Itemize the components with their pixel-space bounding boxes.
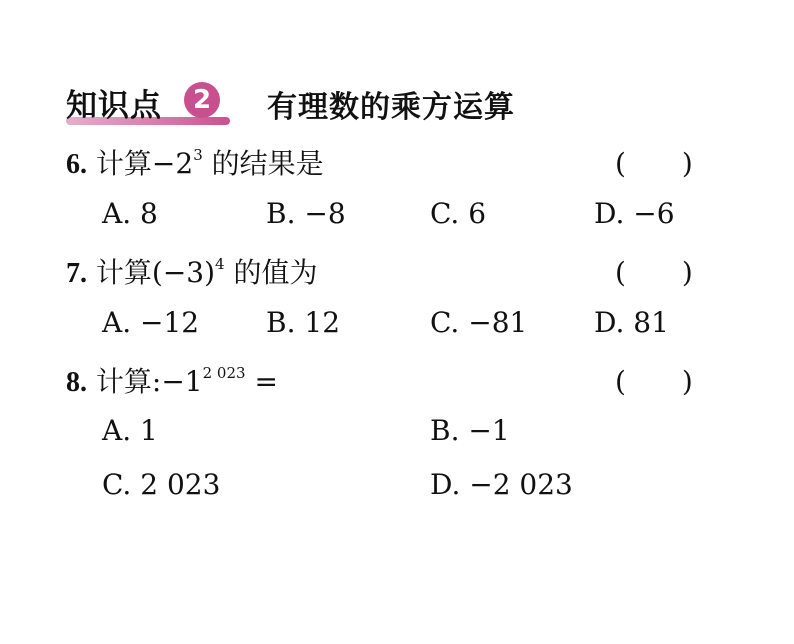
option-c[interactable]: C. 2 023 [102, 468, 221, 501]
exponent: 4 [215, 255, 225, 273]
option-d[interactable]: D. −2 023 [430, 468, 573, 501]
option-a[interactable]: A. −12 [102, 306, 200, 339]
option-a[interactable]: A. 1 [102, 414, 158, 447]
question-text-tail: = [254, 365, 278, 398]
option-c[interactable]: C. 6 [430, 197, 487, 230]
option-d[interactable]: D. −6 [594, 197, 675, 230]
option-a[interactable]: A. 8 [102, 197, 158, 230]
section-number-badge: 2 [184, 82, 220, 118]
question-number: 7. [66, 258, 87, 289]
question-text: 计算−2 [95, 147, 194, 180]
answer-bracket[interactable]: ( ) [615, 147, 693, 180]
question-7-stem [66, 251, 318, 291]
option-b[interactable]: B. 12 [266, 306, 341, 339]
section-title: 有理数的乘方运算 [267, 90, 515, 125]
question-text: 计算:−1 [95, 365, 203, 398]
option-c[interactable]: C. −81 [430, 306, 528, 339]
question-8-stem [66, 360, 278, 400]
option-b[interactable]: B. −8 [266, 197, 346, 230]
exponent: 2 023 [202, 364, 246, 382]
option-d[interactable]: D. 81 [594, 306, 669, 339]
answer-bracket[interactable]: ( ) [615, 256, 693, 289]
question-6-stem [66, 142, 324, 182]
section-tag: 知识点 [66, 88, 162, 124]
question-text-tail: 的值为 [233, 256, 318, 289]
exponent: 3 [193, 146, 203, 164]
question-text-tail: 的结果是 [211, 147, 324, 180]
answer-bracket[interactable]: ( ) [615, 365, 693, 398]
question-number: 8. [66, 367, 87, 398]
question-text: 计算(−3) [95, 256, 216, 289]
question-number: 6. [66, 149, 87, 180]
option-b[interactable]: B. −1 [430, 414, 510, 447]
